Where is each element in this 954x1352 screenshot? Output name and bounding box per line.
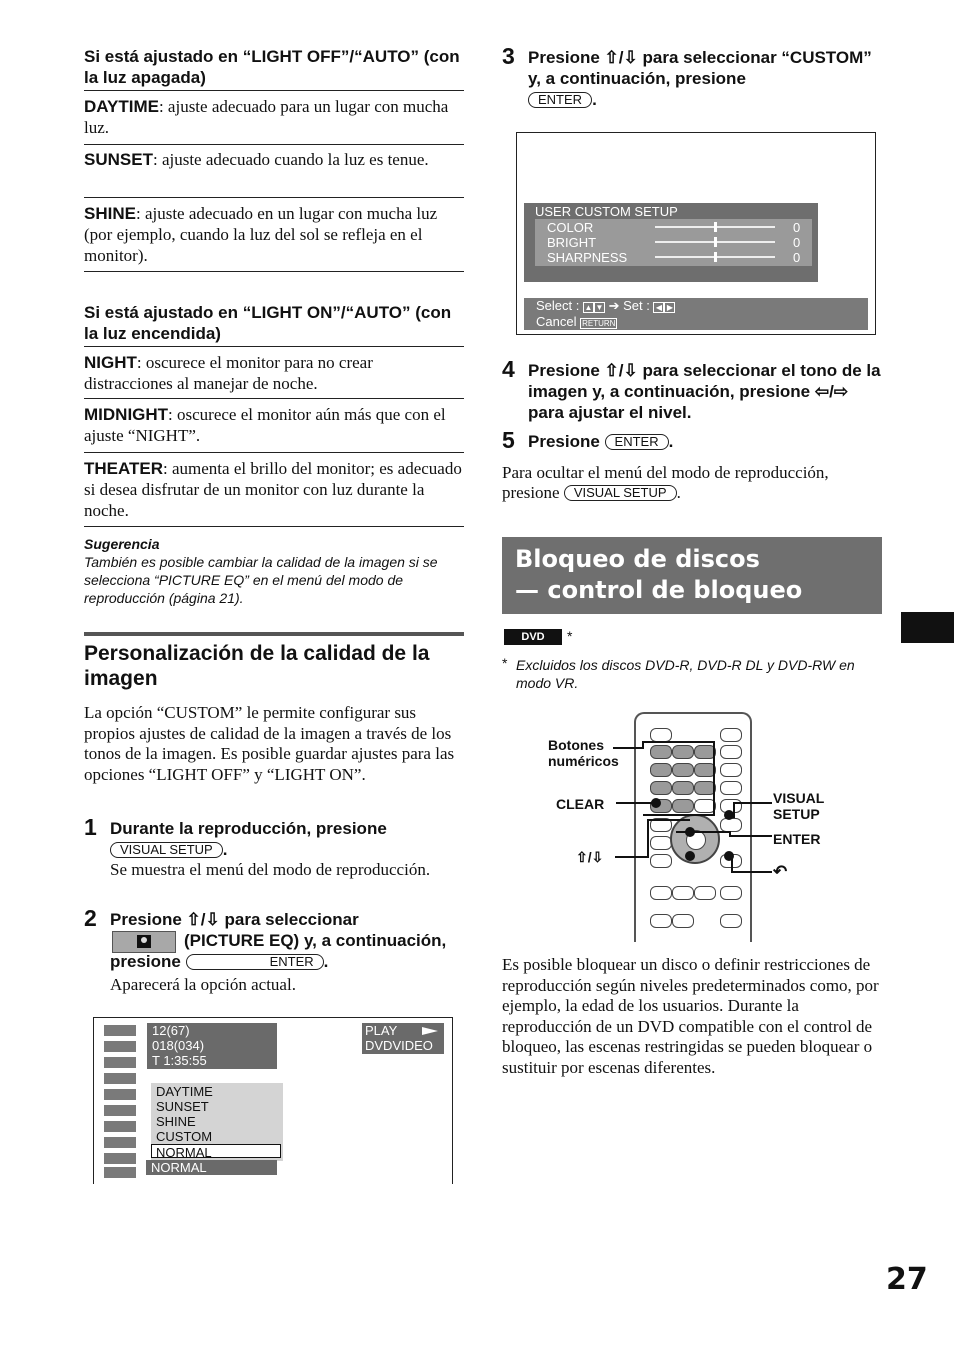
bright-slider [655, 241, 775, 243]
hide-instruction: Para ocultar el menú del modo de reproducción, presione [502, 463, 829, 502]
term-description: : ajuste adecuado para un lugar con mucha luz. [84, 97, 449, 137]
option-normal-highlighted: NORMAL [151, 1144, 281, 1158]
play-status: PLAY [365, 1023, 398, 1038]
disc-info-box [147, 1023, 277, 1069]
term-label: THEATER [84, 459, 164, 478]
divider [84, 346, 464, 347]
up-down-arrows-icon: ⇧/⇩ [186, 910, 220, 929]
step4-text: Presione ⇧/⇩ para seleccionar el tono de la imagen y, a continuación, presione ⇦/⇨ para ajustar el nivel. [528, 361, 881, 422]
cancel-label: Cancel [536, 314, 577, 329]
option-daytime: DAYTIME [156, 1084, 213, 1099]
step3-text: Presione ⇧/⇩ para seleccionar “CUSTOM” y, a continuación, presione ENTER . [528, 48, 872, 109]
custom-setup-screen [516, 132, 876, 335]
select-hint: Select : ▲ ▼ ➔ Set : ◀ ▶ [536, 298, 675, 313]
return-icon: ↶ [773, 862, 788, 881]
step2-note: Aparecerá la opción actual. [110, 975, 296, 994]
step2-text [110, 909, 464, 930]
play-icon [422, 1027, 438, 1035]
heading-light-on: Si está ajustado en “LIGHT ON”/“AUTO” (con la luz encendida) [84, 303, 452, 343]
tip-title: Sugerencia [84, 536, 160, 552]
banner-title-line1: Bloqueo de discos [515, 545, 760, 573]
subtitle-icon [104, 1089, 136, 1100]
term-label: SUNSET [84, 150, 153, 169]
step5-text: Presione ENTER . [528, 432, 674, 451]
row-color-value: 0 [793, 220, 801, 235]
step2-continued: (PICTURE EQ) y, a continuación, presione ENTER . [110, 931, 447, 971]
up-down-arrows-icon: ⇧/⇩ [604, 48, 638, 67]
label-visual-setup: VISUAL SETUP [773, 790, 825, 822]
label-clear: CLEAR [556, 796, 605, 812]
term-label: MIDNIGHT [84, 405, 169, 424]
option-sunset: SUNSET [156, 1099, 209, 1114]
tip-text: También es posible cambiar la calidad de la imagen si se selecciona “PICTURE EQ” en el menú del modo de reproducción (página 21). [84, 554, 438, 606]
left-key-icon: ◀ [653, 302, 664, 313]
custom-setup-title: USER CUSTOM SETUP [535, 204, 678, 219]
callout-dot [651, 798, 661, 808]
custom-setup-panel [524, 203, 818, 282]
return-key-icon: RETURN [582, 319, 616, 328]
cancel-hint [536, 314, 617, 329]
visual-setup-key: VISUAL SETUP [564, 485, 677, 501]
slider-knob [714, 222, 717, 232]
step3-word: Presione [528, 48, 600, 67]
intro-paragraph: La opción “CUSTOM” le permite configurar sus propios ajustes de calidad de la imagen a través de los tonos de la imagen. Es posible guardar ajustes para las opciones “LIGHT OFF” y “LIGHT ON”. [84, 703, 455, 784]
callout-dot [724, 851, 734, 861]
slider-knob [714, 237, 717, 247]
step5-instruction: Presione [528, 432, 600, 451]
step1-note: Se muestra el menú del modo de reproducción. [110, 860, 431, 879]
term-label: SHINE [84, 204, 136, 223]
sharpness-slider [655, 256, 775, 258]
callout-dot [724, 810, 734, 820]
enter-key: ENTER [186, 954, 324, 970]
footnote: Excluidos los discos DVD-R, DVD-R DL y DVD-RW en modo VR. [516, 657, 855, 691]
hide-menu-text: Para ocultar el menú del modo de reproducción, presione VISUAL SETUP . [502, 463, 829, 502]
divider [84, 271, 464, 272]
disc-type: DVDVIDEO [365, 1038, 433, 1053]
remote-key [672, 914, 694, 928]
label-numeric-buttons: Botones numéricos [548, 737, 619, 769]
set-label: Set : [623, 298, 650, 313]
term-shine [84, 203, 464, 266]
step1-text: Durante la reproducción, presione VISUAL SETUP . [110, 819, 387, 859]
up-key-icon: ▲ [584, 303, 593, 312]
picture-eq-icon [104, 1167, 136, 1178]
playback-menu-screen [93, 1017, 453, 1184]
slider-knob [714, 252, 717, 262]
divider [84, 197, 464, 198]
step-number: 3 [502, 43, 515, 69]
row-color-label: COLOR [547, 220, 594, 235]
heading-light-off: Si está ajustado en “LIGHT OFF”/“AUTO” (con la luz apagada) [84, 47, 460, 87]
shuffle-icon [104, 1153, 136, 1164]
term-night [84, 352, 464, 394]
divider [84, 90, 464, 91]
page-number: 27 [886, 1262, 928, 1297]
custom-setup-rows [535, 219, 812, 266]
divider [84, 452, 464, 453]
elapsed-time: T 1:35:55 [152, 1053, 207, 1068]
custom-setup-help-bar [524, 298, 868, 330]
step3-instruction: para seleccionar “CUSTOM” y, a continuación, presione [528, 48, 872, 88]
visual-setup-key: VISUAL SETUP [110, 842, 223, 858]
row-sharpness-value: 0 [793, 250, 801, 265]
enter-key: ENTER [605, 434, 669, 450]
term-daytime [84, 96, 464, 138]
step1-instruction: Durante la reproducción, presione [110, 819, 387, 838]
term-description: : oscurece el monitor para no crear distracciones al manejar de noche. [84, 353, 373, 393]
dvd-badge: DVD [504, 629, 562, 645]
step2-word: para seleccionar [224, 910, 359, 929]
term-sunset [84, 149, 464, 170]
title-icon [104, 1041, 136, 1052]
menu-icon-column [98, 1021, 140, 1176]
down-key-icon: ▼ [595, 303, 604, 312]
footnote-mark: * [502, 655, 508, 671]
label-enter: ENTER [773, 831, 821, 847]
step2-word: Presione [110, 910, 182, 929]
section-title: Personalización de la calidad de la imagen [84, 642, 430, 690]
callout-dot [685, 827, 695, 837]
badge-asterisk: * [567, 628, 573, 644]
picture-eq-options [151, 1083, 283, 1161]
step-number: 4 [502, 356, 515, 382]
term-description: : oscurece el monitor aún más que con el ajuste “NIGHT”. [84, 405, 446, 445]
divider [84, 526, 464, 527]
option-custom: CUSTOM [156, 1129, 213, 1144]
parental-control-paragraph: Es posible bloquear un disco o definir restricciones de reproducción según niveles predeterminados como, por ejemplo, la edad de los usuarios. Durante la reproducción de un DVD compatible con el control de bloqueo, las escenas restringidas se pueden bloquear o sustituir por escenas diferentes. [502, 955, 879, 1077]
clock-icon [104, 1057, 136, 1068]
divider [84, 398, 464, 399]
chapter-tab [901, 612, 954, 643]
term-description: : aumenta el brillo del monitor; es adecuado si desea disfrutar de un monitor con luz durante la noche. [84, 459, 462, 520]
current-setting: NORMAL [146, 1160, 277, 1175]
banner-title-line2: — control de bloqueo [515, 576, 803, 604]
step-number: 2 [84, 905, 97, 931]
step-number: 1 [84, 814, 97, 840]
step-number: 5 [502, 427, 515, 453]
section-rule [84, 632, 464, 636]
enter-key: ENTER [528, 92, 592, 108]
step2-instruction: (PICTURE EQ) y, a continuación, presione [110, 931, 447, 971]
chapter-count: 018(034) [152, 1038, 205, 1053]
select-label: Select : [536, 298, 580, 313]
angle-icon [104, 1105, 136, 1116]
remote-key [720, 914, 742, 928]
term-theater [84, 458, 464, 521]
row-sharpness-label: SHARPNESS [547, 250, 628, 265]
remote-key [650, 914, 672, 928]
term-label: DAYTIME [84, 97, 159, 116]
status-box [362, 1023, 444, 1054]
label-up-down: ⇧/⇩ [576, 849, 604, 865]
term-midnight [84, 404, 464, 446]
term-label: NIGHT [84, 353, 137, 372]
row-bright-label: BRIGHT [547, 235, 597, 250]
zoom-icon [104, 1121, 136, 1132]
callout-dot [685, 851, 695, 861]
divider [84, 144, 464, 145]
color-slider [655, 226, 775, 228]
right-key-icon: ▶ [664, 302, 675, 313]
option-shine: SHINE [156, 1114, 196, 1129]
term-description: : ajuste adecuado cuando la luz es tenue. [152, 150, 429, 169]
row-bright-value: 0 [793, 235, 801, 250]
term-description: : ajuste adecuado en un lugar con mucha luz (por ejemplo, cuando la luz del sol se refleja en el monitor). [84, 204, 438, 265]
section-banner [502, 537, 882, 614]
repeat-icon [104, 1137, 136, 1148]
title-count: 12(67) [152, 1023, 190, 1038]
disc-icon [104, 1025, 136, 1036]
audio-icon [104, 1073, 136, 1084]
